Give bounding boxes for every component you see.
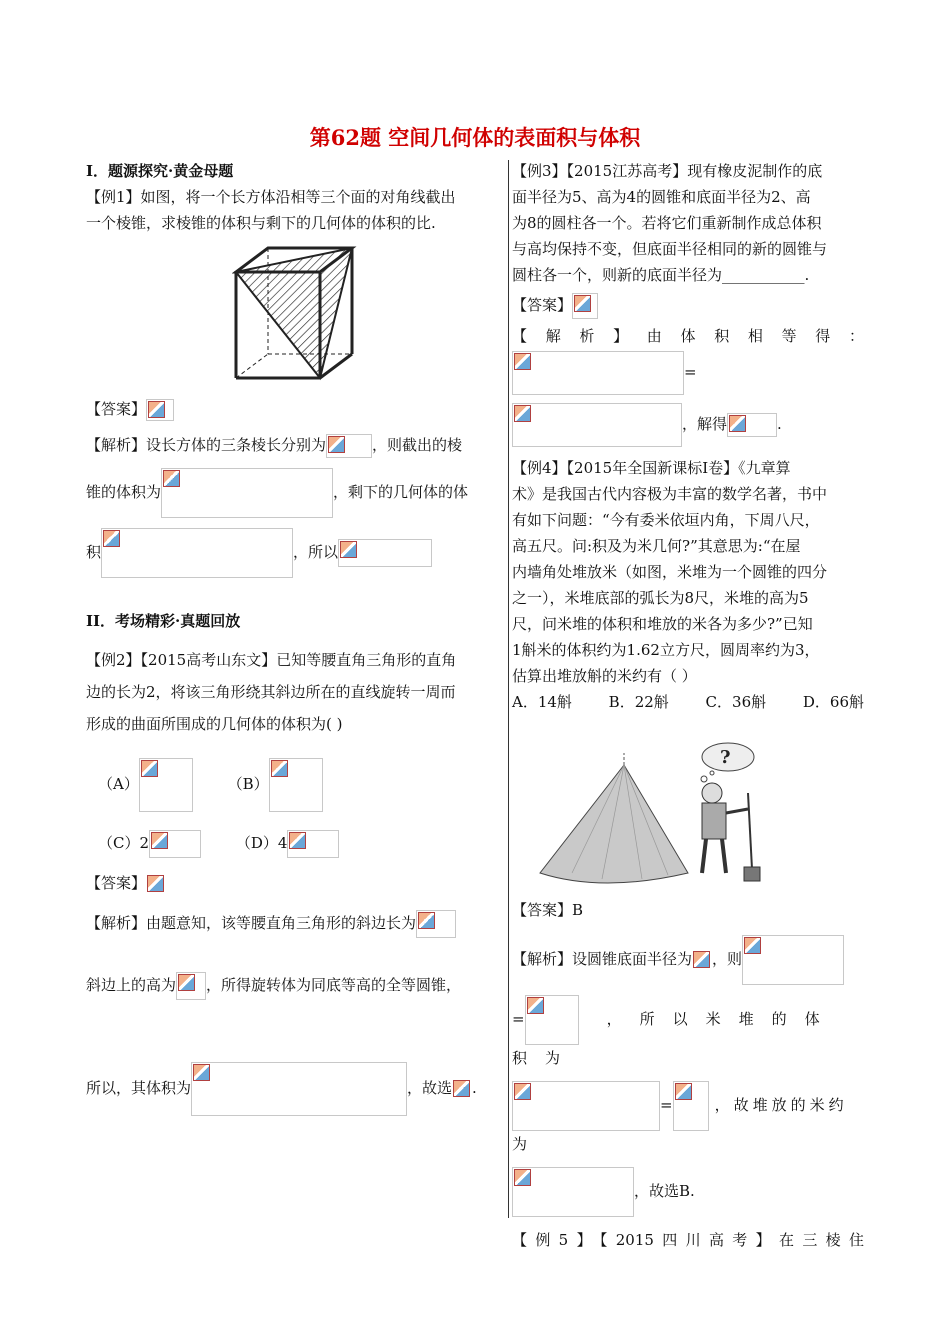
section-heading-2: II．考场精彩·真题回放 [86, 612, 241, 630]
example-4-analysis-2: = ，所以米堆的体积为 [512, 995, 864, 1071]
section-heading-1: I．题源探究·黄金母题 [86, 162, 234, 180]
example-1-analysis-3: 积 ，所以 [86, 528, 501, 578]
rice-pile-illustration [512, 723, 772, 893]
example-3-equation-1: = [512, 351, 864, 395]
example-3-text-4: 与高均保持不变，但底面半径相同的新的圆锥与 [512, 240, 828, 258]
example-2-answer: 【答案】 [86, 870, 501, 896]
svg-text:?: ? [720, 747, 731, 768]
example-4-text-5: 内墙角处堆放米（如图，米堆为一个圆锥的四分 [512, 563, 828, 581]
example-4-analysis-1: 【解析】设圆锥底面半径为 ，则 [512, 935, 864, 985]
left-column [86, 158, 501, 1116]
example-1-analysis-2: 锥的体积为 ，剩下的几何体的体 [86, 468, 501, 518]
example-3-text-3: 为8的圆柱各一个。若将它们重新制作成总体积 [512, 214, 822, 232]
example-4-answer: 【答案】B [512, 901, 584, 919]
example-2-analysis-2: 斜边上的高为 ，所得旋转体为同底等高的全等圆锥， [86, 972, 501, 1000]
example-4-text-2: 术》是我国古代内容极为丰富的数学名著，书中 [512, 485, 828, 503]
option-a[interactable]: A．14斛 [512, 693, 572, 711]
example-1-text-1: 【例1】如图，将一个长方体沿相等三个面的对角线截出 [86, 188, 456, 206]
example-4-text-8: 1斛米的体积约为1.62立方尺，圆周率约为3， [512, 641, 820, 659]
example-1-answer: 【答案】 [86, 396, 501, 422]
column-divider [508, 160, 509, 1218]
example-2-options-cd [86, 830, 501, 858]
example-2-text-1: 【例2】【2015高考山东文】已知等腰直角三角形的直角 [86, 651, 457, 669]
example-3-text-5: 圆柱各一个，则新的底面半径为___________. [512, 266, 810, 284]
example-4-text-7: 尺，问米堆的体积和堆放的米各为多少?”已知 [512, 615, 813, 633]
example-4-options [512, 689, 864, 715]
example-1-text-2: 一个棱锥，求棱锥的体积与剩下的几何体的体积的比. [86, 214, 436, 232]
example-2-text-2: 边的长为2，将该三角形绕其斜边所在的直线旋转一周而 [86, 683, 456, 701]
example-3-answer: 【答案】 [512, 292, 864, 319]
example-4-text-3: 有如下问题：“今有委米依垣内角，下周八尺， [512, 511, 820, 529]
option-d[interactable]: D．66斛 [802, 693, 864, 711]
example-1-analysis-1: 【解析】设长方体的三条棱长分别为 ，则截出的棱 [86, 432, 501, 458]
example-3-equation-2: ，解得 . [512, 403, 864, 447]
example-4-text-1: 【例4】【2015年全国新课标I卷】《九章算 [512, 459, 791, 477]
example-2-analysis-3: 所以，其体积为 ，故选 . [86, 1062, 501, 1116]
cuboid-figure [232, 244, 362, 384]
example-5-text: 【例5】【2015四川高考】在三棱住 [512, 1231, 864, 1249]
example-4-text-4: 高五尺。问:积及为米几何?”其意思为:“在屋 [512, 537, 801, 555]
right-column [512, 158, 864, 1253]
option-b[interactable]: B．22斛 [608, 693, 669, 711]
option-a[interactable]: （A） [98, 758, 193, 812]
example-2-analysis-1: 【解析】由题意知，该等腰直角三角形的斜边长为 [86, 910, 501, 938]
example-4-analysis-4: ，故选B. [512, 1167, 864, 1217]
example-2-text-3: 形成的曲面所围成的几何体的体积为( ) [86, 715, 343, 733]
example-2-options-ab [86, 758, 501, 812]
option-c[interactable]: （C）2 [98, 830, 201, 858]
option-d[interactable]: （D）4 [236, 830, 340, 858]
page-title: 第62题 空间几何体的表面积与体积 [309, 125, 641, 150]
example-3-analysis-1: 【解析】由体积相等得： [512, 327, 864, 345]
option-b[interactable]: （B） [228, 758, 323, 812]
option-c[interactable]: C．36斛 [705, 693, 767, 711]
example-4-text-6: 之一），米堆底部的弧长为8尺，米堆的高为5 [512, 589, 809, 607]
example-3-text-1: 【例3】【2015江苏高考】现有橡皮泥制作的底 [512, 162, 823, 180]
example-4-text-9: 估算出堆放斛的米约有（ ） [512, 667, 697, 685]
example-3-text-2: 面半径为5、高为4的圆锥和底面半径为2、高 [512, 188, 811, 206]
example-4-analysis-3: = ，故堆放的米约为 [512, 1081, 864, 1157]
